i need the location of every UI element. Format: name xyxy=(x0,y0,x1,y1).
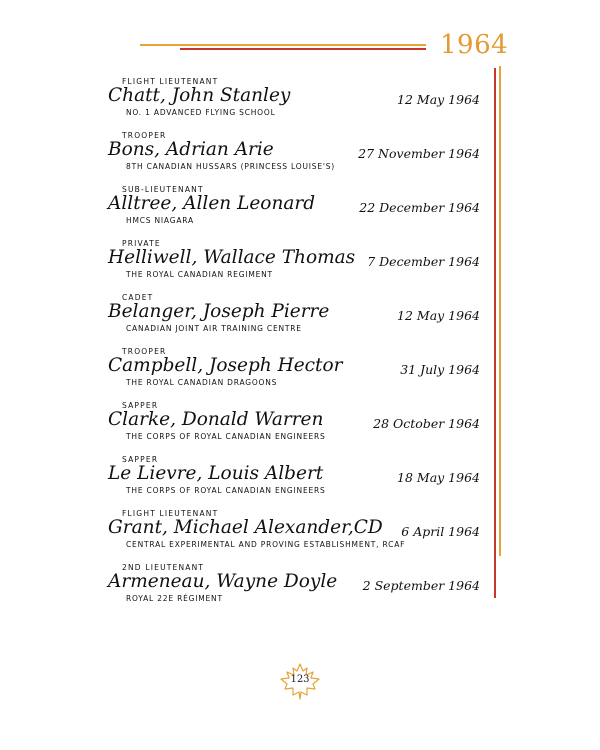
entry-unit: ROYAL 22E RÉGIMENT xyxy=(126,594,223,603)
memorial-entries xyxy=(108,72,480,612)
entry-name: Bons, Adrian Arie xyxy=(108,139,274,160)
memorial-entry xyxy=(108,234,480,288)
page-year: 1964 xyxy=(440,30,509,60)
entry-rank: SAPPER xyxy=(122,455,159,464)
entry-date: 6 April 1964 xyxy=(401,524,480,539)
entry-date: 31 July 1964 xyxy=(400,362,480,377)
memorial-entry xyxy=(108,126,480,180)
entry-rank: TROOPER xyxy=(122,131,167,140)
entry-unit: HMCS NIAGARA xyxy=(126,216,194,225)
memorial-entry xyxy=(108,180,480,234)
header-rule-gold xyxy=(140,44,426,46)
memorial-entry xyxy=(108,288,480,342)
entry-rank: SUB-LIEUTENANT xyxy=(122,185,204,194)
entry-unit: NO. 1 ADVANCED FLYING SCHOOL xyxy=(126,108,276,117)
memorial-entry xyxy=(108,504,480,558)
entry-name: Armeneau, Wayne Doyle xyxy=(108,571,338,592)
entry-date: 27 November 1964 xyxy=(358,146,480,161)
entry-name: Le Lievre, Louis Albert xyxy=(108,463,324,484)
entry-name: Chatt, John Stanley xyxy=(108,85,291,106)
page-number: 123 xyxy=(290,674,310,685)
side-rule-gold xyxy=(499,66,501,556)
entry-name: Grant, Michael Alexander,CD xyxy=(108,517,383,538)
entry-rank: TROOPER xyxy=(122,347,167,356)
entry-unit: THE ROYAL CANADIAN REGIMENT xyxy=(126,270,273,279)
memorial-entry xyxy=(108,558,480,612)
entry-date: 28 October 1964 xyxy=(373,416,480,431)
header-rule-red xyxy=(180,48,426,50)
entry-name: Campbell, Joseph Hector xyxy=(108,355,343,376)
entry-name: Helliwell, Wallace Thomas xyxy=(108,247,356,268)
memorial-entry xyxy=(108,342,480,396)
entry-rank: 2ND LIEUTENANT xyxy=(122,563,205,572)
entry-rank: FLIGHT LIEUTENANT xyxy=(122,77,219,86)
entry-unit: THE ROYAL CANADIAN DRAGOONS xyxy=(126,378,278,387)
entry-date: 18 May 1964 xyxy=(397,470,480,485)
entry-date: 12 May 1964 xyxy=(397,92,480,107)
memorial-entry xyxy=(108,72,480,126)
entry-date: 22 December 1964 xyxy=(359,200,480,215)
entry-rank: FLIGHT LIEUTENANT xyxy=(122,509,219,518)
entry-unit: CENTRAL EXPERIMENTAL AND PROVING ESTABLISHMENT, RCAF xyxy=(126,540,406,549)
entry-name: Belanger, Joseph Pierre xyxy=(108,301,330,322)
memorial-entry xyxy=(108,450,480,504)
entry-rank: CADET xyxy=(122,293,154,302)
entry-name: Clarke, Donald Warren xyxy=(108,409,324,430)
entry-unit: THE CORPS OF ROYAL CANADIAN ENGINEERS xyxy=(126,432,326,441)
entry-unit: THE CORPS OF ROYAL CANADIAN ENGINEERS xyxy=(126,486,326,495)
side-rule-red xyxy=(494,68,496,598)
entry-date: 12 May 1964 xyxy=(397,308,480,323)
entry-unit: 8TH CANADIAN HUSSARS (PRINCESS LOUISE'S) xyxy=(126,162,336,171)
entry-unit: CANADIAN JOINT AIR TRAINING CENTRE xyxy=(126,324,302,333)
memorial-entry xyxy=(108,396,480,450)
entry-name: Alltree, Allen Leonard xyxy=(108,193,316,214)
entry-date: 7 December 1964 xyxy=(367,254,480,269)
entry-date: 2 September 1964 xyxy=(362,578,480,593)
entry-rank: PRIVATE xyxy=(122,239,161,248)
entry-rank: SAPPER xyxy=(122,401,159,410)
